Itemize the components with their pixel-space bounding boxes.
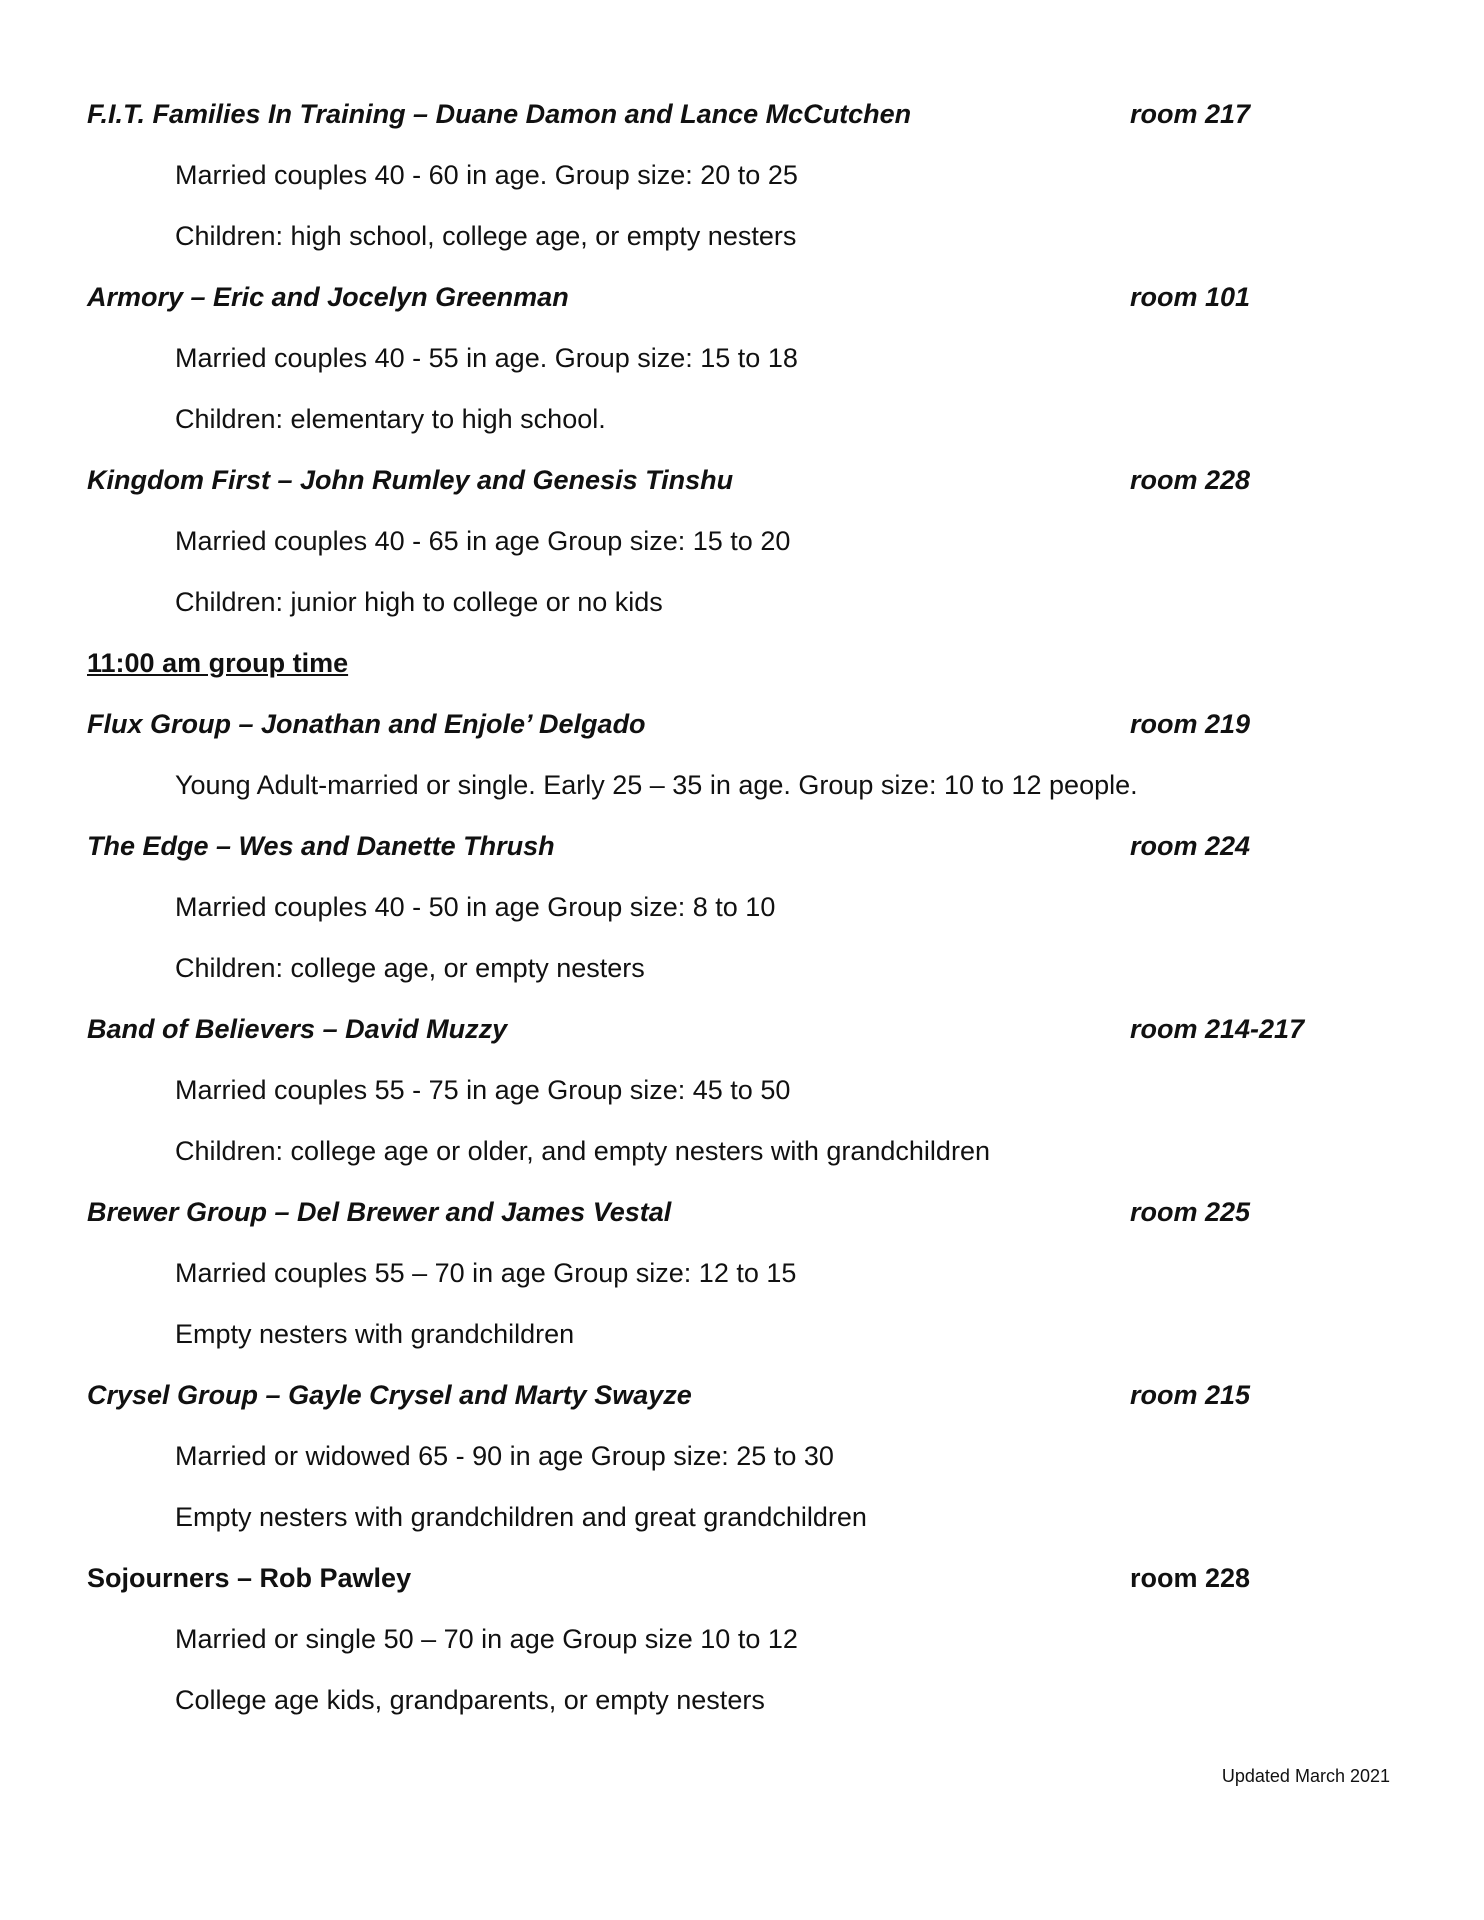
group-room: room 228 bbox=[1130, 465, 1251, 495]
group-heading bbox=[87, 267, 1387, 328]
group-name: Crysel Group – Gayle Crysel and Marty Swayze bbox=[87, 1380, 692, 1410]
group-room: room 217 bbox=[1130, 99, 1251, 129]
group-name: Brewer Group – Del Brewer and James Vestal bbox=[87, 1197, 672, 1227]
group-heading bbox=[87, 816, 1387, 877]
group-detail: Married or widowed 65 - 90 in age Group size: 25 to 30 bbox=[175, 1441, 834, 1471]
group-list bbox=[87, 84, 1387, 1731]
group-detail: Married or single 50 – 70 in age Group size 10 to 12 bbox=[175, 1624, 798, 1654]
group-detail: Young Adult-married or single. Early 25 – 35 in age. Group size: 10 to 12 people. bbox=[175, 770, 1138, 800]
section-heading: 11:00 am group time bbox=[87, 648, 349, 678]
group-detail: Children: junior high to college or no kids bbox=[175, 587, 663, 617]
group-room: room 224 bbox=[1130, 831, 1251, 861]
group-detail: Children: elementary to high school. bbox=[175, 404, 606, 434]
group-name: The Edge – Wes and Danette Thrush bbox=[87, 831, 555, 861]
group-detail: College age kids, grandparents, or empty nesters bbox=[175, 1685, 765, 1715]
group-detail: Married couples 40 - 60 in age. Group size: 20 to 25 bbox=[175, 160, 798, 190]
group-heading bbox=[87, 999, 1387, 1060]
group-detail: Children: high school, college age, or empty nesters bbox=[175, 221, 797, 251]
group-room: room 219 bbox=[1130, 709, 1251, 739]
group-detail: Empty nesters with grandchildren bbox=[175, 1319, 575, 1349]
group-room: room 214-217 bbox=[1130, 1014, 1305, 1044]
group-name: Flux Group – Jonathan and Enjole’ Delgado bbox=[87, 709, 646, 739]
group-heading bbox=[87, 1548, 1387, 1609]
group-heading bbox=[87, 694, 1387, 755]
group-room: room 215 bbox=[1130, 1380, 1251, 1410]
group-detail: Married couples 55 – 70 in age Group size: 12 to 15 bbox=[175, 1258, 797, 1288]
group-heading bbox=[87, 450, 1387, 511]
group-heading bbox=[87, 1365, 1387, 1426]
group-name: F.I.T. Families In Training – Duane Damon and Lance McCutchen bbox=[87, 99, 912, 129]
updated-note: Updated March 2021 bbox=[1221, 1766, 1390, 1786]
group-detail: Married couples 40 - 55 in age. Group size: 15 to 18 bbox=[175, 343, 798, 373]
group-room: room 228 bbox=[1130, 1563, 1251, 1593]
group-name: Sojourners – Rob Pawley bbox=[87, 1563, 412, 1593]
group-detail: Empty nesters with grandchildren and great grandchildren bbox=[175, 1502, 867, 1532]
group-name: Armory – Eric and Jocelyn Greenman bbox=[87, 282, 569, 312]
group-detail: Married couples 40 - 65 in age Group size: 15 to 20 bbox=[175, 526, 791, 556]
group-name: Band of Believers – David Muzzy bbox=[87, 1014, 508, 1044]
group-heading bbox=[87, 1182, 1387, 1243]
group-detail: Children: college age or older, and empty nesters with grandchildren bbox=[175, 1136, 990, 1166]
group-detail: Married couples 40 - 50 in age Group size: 8 to 10 bbox=[175, 892, 776, 922]
group-room: room 101 bbox=[1130, 282, 1251, 312]
group-detail: Married couples 55 - 75 in age Group size: 45 to 50 bbox=[175, 1075, 791, 1105]
group-name: Kingdom First – John Rumley and Genesis Tinshu bbox=[87, 465, 734, 495]
group-room: room 225 bbox=[1130, 1197, 1251, 1227]
group-detail: Children: college age, or empty nesters bbox=[175, 953, 645, 983]
group-heading bbox=[87, 84, 1387, 145]
